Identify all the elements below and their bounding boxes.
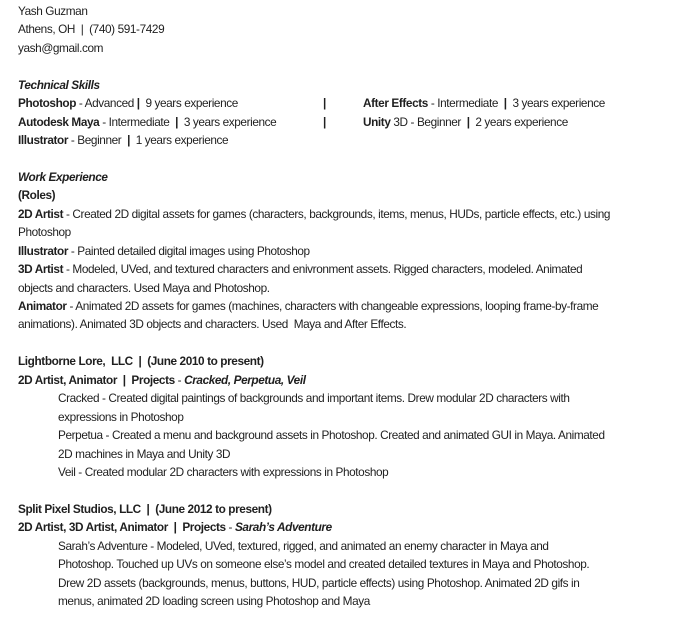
text-segment: - Advanced xyxy=(76,96,137,111)
text-segment: 2D Artist xyxy=(18,206,64,221)
text-segment: | xyxy=(175,114,179,129)
roles-heading xyxy=(18,186,691,204)
project-detail-line xyxy=(18,408,691,426)
skill-row xyxy=(18,131,691,149)
text-segment: - Beginner xyxy=(68,133,128,148)
text-segment: 9 years experience xyxy=(139,96,238,111)
text-segment: Cracked, Perpetua, Veil xyxy=(184,372,306,387)
project-detail-line xyxy=(18,445,691,463)
text-segment: yash@gmail.com xyxy=(18,40,104,55)
role-line xyxy=(18,205,691,223)
text-segment: - xyxy=(174,372,185,387)
skill-column xyxy=(18,131,228,149)
text-segment: Sarah’s Adventure - Modeled, UVed, textured, rigged, and animated an enemy character in Maya and xyxy=(58,538,549,553)
text-segment: menus, animated 2D loading screen using Photoshop and Maya xyxy=(58,594,370,608)
role-line xyxy=(18,242,691,260)
text-segment: 3D Artist xyxy=(18,262,64,277)
text-segment: Yash Guzman xyxy=(18,4,88,18)
text-segment: 3 years experience xyxy=(506,96,605,111)
skill-column xyxy=(363,94,605,112)
text-segment: | xyxy=(323,114,326,129)
role-line xyxy=(18,260,691,278)
company-roles-projects xyxy=(18,518,691,536)
role-line-wrap xyxy=(18,315,691,333)
text-segment: - Animated 2D assets for games (machines, characters with changeable expressions, looping frame-by-frame xyxy=(66,299,599,313)
text-segment: (Roles) xyxy=(18,188,56,203)
text-segment: - Painted detailed digital images using Photoshop xyxy=(68,243,310,258)
text-segment: Perpetua - Created a menu and background assets in Photoshop. Created and animated GUI in Maya. Animated xyxy=(58,428,605,443)
skill-row xyxy=(18,94,691,112)
project-detail-line xyxy=(18,537,691,555)
text-segment: 2D machines in Maya and Unity 3D xyxy=(58,446,231,461)
text-segment: After Effects xyxy=(363,96,428,111)
role-line-wrap xyxy=(18,279,691,297)
skill-column xyxy=(363,113,568,131)
text-segment: | xyxy=(466,114,470,129)
project-detail-line xyxy=(18,389,691,407)
text-segment: Photoshop xyxy=(18,96,76,111)
skill-row xyxy=(18,113,691,131)
text-segment: 2D Artist, Animator | Projects xyxy=(18,372,175,387)
text-segment: 2D Artist, 3D Artist, Animator | Projects xyxy=(18,520,226,535)
text-segment: animations). Animated 3D objects and characters. Used Maya and After Effects. xyxy=(18,317,407,332)
text-segment: Lightborne Lore, LLC | (June 2010 to present) xyxy=(18,354,264,369)
contact-location-phone xyxy=(18,20,691,38)
text-segment: - Intermediate xyxy=(427,96,504,111)
project-detail-line xyxy=(18,555,691,573)
text-segment: Athens, OH | (740) 591-7429 xyxy=(18,22,165,37)
text-segment: Cracked - Created digital paintings of backgrounds and important items. Drew modular 2D characters with xyxy=(58,391,570,406)
text-segment: Sarah’s Adventure xyxy=(234,520,332,535)
text-segment: 3 years experience xyxy=(178,114,277,129)
role-line-wrap xyxy=(18,223,691,241)
blank-line xyxy=(18,150,691,168)
text-segment: objects and characters. Used Maya and Photoshop. xyxy=(18,280,270,295)
text-segment: Illustrator xyxy=(18,133,69,148)
project-detail-line xyxy=(18,463,691,481)
role-line xyxy=(18,297,691,315)
section-title-technical-skills xyxy=(18,76,691,94)
text-segment: Animator xyxy=(18,299,67,313)
contact-name xyxy=(18,2,691,20)
text-segment: - xyxy=(225,520,235,535)
text-segment: Drew 2D assets (backgrounds, menus, buttons, HUD, particle effects) using Photoshop. Animated 2D gifs in xyxy=(58,575,580,590)
project-detail-line xyxy=(18,426,691,444)
skill-column xyxy=(323,113,326,131)
text-segment: Photoshop. Touched up UVs on someone else’s model and created detailed textures in Maya and Photoshop. xyxy=(58,557,590,572)
text-segment: | xyxy=(323,96,326,111)
blank-line xyxy=(18,334,691,352)
skill-column xyxy=(323,94,326,112)
contact-email xyxy=(18,39,691,57)
text-segment: | xyxy=(136,96,140,111)
text-segment: - Intermediate xyxy=(99,114,176,129)
blank-line xyxy=(18,57,691,75)
text-segment: | xyxy=(503,96,507,111)
text-segment: Illustrator xyxy=(18,243,69,258)
text-segment: - Created 2D digital assets for games (characters, backgrounds, items, menus, HUDs, particle effects, etc.) using xyxy=(63,206,611,221)
text-segment: Autodesk Maya xyxy=(18,114,100,129)
blank-line xyxy=(18,481,691,499)
project-detail-line xyxy=(18,592,691,610)
project-detail-line xyxy=(18,574,691,592)
company-heading xyxy=(18,500,691,518)
text-segment: Work Experience xyxy=(18,169,108,184)
text-segment: Photoshop xyxy=(18,225,71,240)
skill-column xyxy=(18,113,276,131)
text-segment: Technical Skills xyxy=(18,77,100,92)
text-segment: | xyxy=(127,133,130,148)
text-segment: 1 years experience xyxy=(129,133,229,148)
text-segment: 2 years experience xyxy=(469,114,568,129)
text-segment: 3D - Beginner xyxy=(390,114,467,129)
company-roles-projects xyxy=(18,371,691,389)
text-segment: - Modeled, UVed, and textured characters and enivronment assets. Rigged characters, modeled. Animated xyxy=(63,262,583,277)
skill-column xyxy=(18,94,238,112)
text-segment: Split Pixel Studios, LLC | (June 2012 to present) xyxy=(18,501,272,516)
text-segment: expressions in Photoshop xyxy=(58,409,184,424)
text-segment: Unity xyxy=(363,114,391,129)
company-heading xyxy=(18,352,691,370)
section-title-work-experience xyxy=(18,168,691,186)
text-segment: Veil - Created modular 2D characters with expressions in Photoshop xyxy=(58,464,389,479)
